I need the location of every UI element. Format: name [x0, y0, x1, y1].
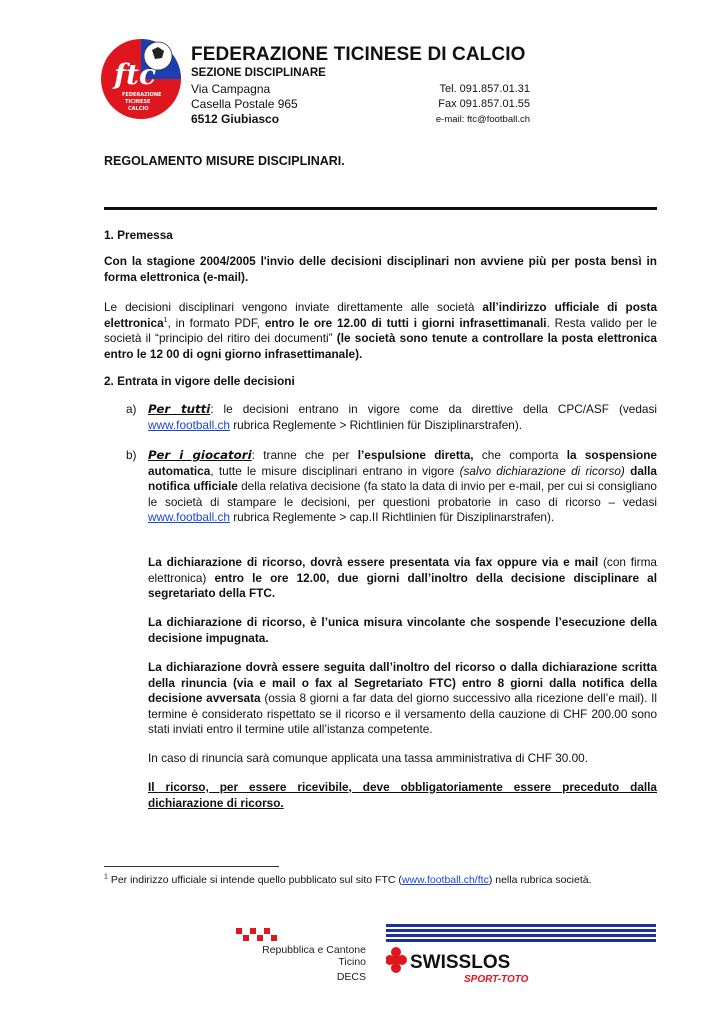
appeal-paragraph-1: La dichiarazione di ricorso, dovrà essere presentata via fax oppure via e mail (con firma elettronica) entro le ore 12.00, due giorni dall’inoltro della decisione disciplinare al segretariato della FTC.: [148, 555, 658, 600]
svg-text:CALCIO: CALCIO: [128, 106, 149, 112]
email[interactable]: e-mail: ftc@football.ch: [435, 114, 530, 125]
swisslos-logo: [386, 944, 536, 986]
football-link-a[interactable]: www.football.ch: [148, 417, 230, 432]
footnote-divider: [104, 866, 279, 867]
item-b-label: b): [126, 448, 137, 462]
section-2-heading: 2. Entrata in vigore delle decisioni: [104, 374, 295, 388]
org-title: FEDERAZIONE TICINESE DI CALCIO: [191, 44, 526, 65]
fax: Fax 091.857.01.55: [438, 98, 530, 110]
appeal-paragraph-5: Il ricorso, per essere ricevibile, deve obbligatoriamente essere preceduto dalla dichiarazione di ricorso.: [148, 780, 657, 810]
appeal-paragraph-3: La dichiarazione dovrà essere seguita dall’inoltro del ricorso o dalla dichiarazione scritta della rinuncia (via e mail o fax al Segretariato FTC) entro 8 giorni dalla notifica della decisione avversata (ossia 8 giorni a far data del giorno successivo alla ricezione dell’e mail). Il termine è considerato rispettato se il ricorso e il versamento della cauzione di CHF 200.00 sono stati inviati entro il termine utile all’istanza competente.: [148, 660, 658, 736]
item-b-text: Per i giocatori: tranne che per l’espulsione diretta, che comporta la sospensione automatica, tutte le misure disciplinari entrano in vigore (salvo dichiarazione di ricorso) dalla notifica ufficiale della relativa decisione (fa stato la data di invio per e-mail, per cui si consigliano le società di stampare le decisioni, per questioni probatorie in caso di ricorso – vedasi www.football.ch rubrica Reglemente > cap.II Richtlinien für Disziplinarstrafen).: [148, 448, 657, 524]
football-link-b[interactable]: www.football.ch: [148, 510, 230, 524]
sporttoto-text: SPORT-TOTO: [464, 974, 529, 985]
ticino-flag-bar: [236, 928, 366, 942]
canton-text: Repubblica e Cantone Ticino DECS: [262, 944, 366, 983]
svg-text:FEDERAZIONE: FEDERAZIONE: [122, 92, 162, 98]
document-title: REGOLAMENTO MISURE DISCIPLINARI.: [104, 154, 345, 168]
swisslos-text: SWISSLOS: [410, 952, 511, 973]
divider: [104, 207, 657, 210]
svg-text:TICINESE: TICINESE: [125, 99, 151, 105]
appeal-paragraph-2: La dichiarazione di ricorso, è l’unica misura vincolante che sospende l’esecuzione della decisione impugnata.: [148, 615, 657, 645]
section-1-heading: 1. Premessa: [104, 228, 173, 242]
address-line-1: Via Campagna: [191, 82, 271, 96]
ftc-logo: [100, 38, 182, 120]
item-a-text: Per tutti: le decisioni entrano in vigore come da direttive della CPC/ASF (vedasi www.football.ch rubrica Reglemente > Richtlinien für Disziplinarstrafen).: [148, 402, 657, 432]
footnote: $^1$ Per indirizzo ufficiale si intende quello pubblicato sul sito FTC (www.football.ch/ftc) nella rubrica società.: [104, 873, 592, 886]
section-title: SEZIONE DISCIPLINARE: [191, 67, 326, 79]
swisslos-stripes: [386, 924, 656, 942]
ftc-link[interactable]: www.football.ch/ftc: [401, 874, 489, 886]
phone: Tel. 091.857.01.31: [439, 83, 530, 95]
address-line-3: 6512 Giubiasco: [191, 112, 280, 126]
section-1-paragraph-2: Le decisioni disciplinari vengono inviate direttamente alle società all’indirizzo ufficiale di posta elettronica$^1$, in formato PDF, entro le ore 12.00 di tutti i giorni infrasettimanali. Resta valido per le società il “principio del ritiro dei documenti” (le società sono tenute a controllare la posta elettronica entro le 12 00 di ogni giorno infrasettimanale).: [104, 300, 657, 361]
section-1-paragraph-1: Con la stagione 2004/2005 l'invio delle decisioni disciplinari non avviene più per posta bensì in forma elettronica (e-mail).: [104, 254, 657, 284]
appeal-paragraph-4: In caso di rinuncia sarà comunque applicata una tassa amministrativa di CHF 30.00.: [148, 751, 588, 765]
item-a-label: a): [126, 402, 137, 416]
address-line-2: Casella Postale 965: [191, 97, 298, 111]
logo-text: ftc: [114, 58, 157, 91]
